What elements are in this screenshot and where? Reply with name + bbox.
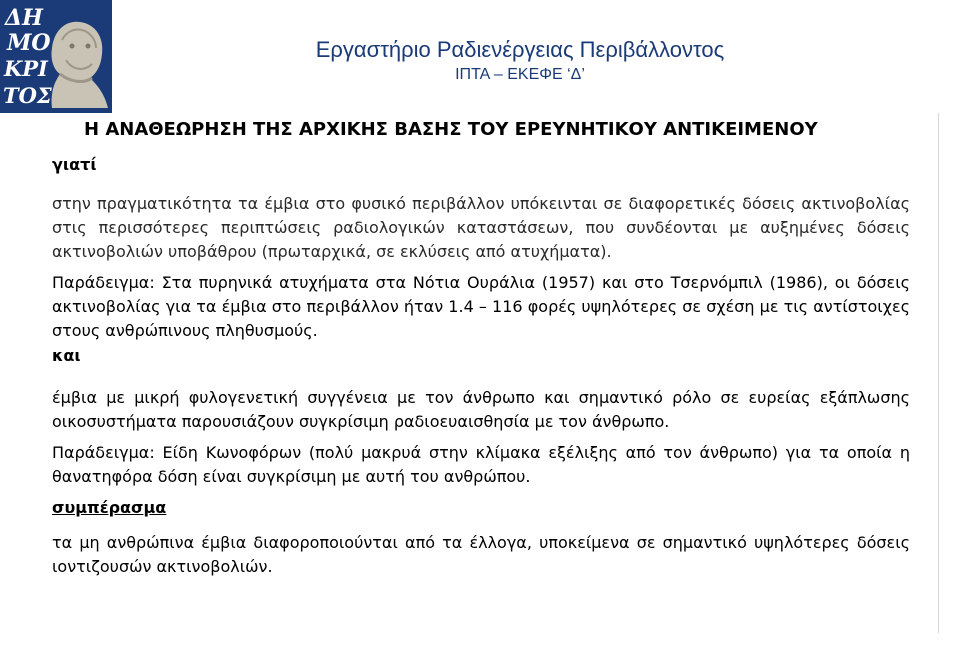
paragraph-radiosensitivity: έμβια με μικρή φυλογενετική συγγένεια με τον άνθρωπο και σημαντικό ρόλο σε ευρείας εξάπλωσης οικοσυστήματα παρουσιάζουν συγκρίσιμη ραδιοευαισθησία με τον άνθρωπο. [52,388,910,431]
right-divider [938,113,939,633]
slide-header [120,36,920,86]
logo-letters-3: ΚΡΙ [4,56,48,81]
demokritos-logo [0,0,112,113]
logo-letters-1: ΔΗ [5,5,43,31]
logo-letters-4: ΤΟΣ [3,83,52,108]
paragraph-conclusion: τα μη ανθρώπινα έμβια διαφοροποιούνται από τα έλλογα, υποκείμενα σε σημαντικό υψηλότερες δόσεις ιοντιζουσών ακτινοβολιών. [52,533,910,576]
lab-subtitle: ΙΠΤΑ – ΕΚΕΦΕ ‘Δ’ [455,66,585,83]
logo-letters-2: ΜΟ [7,30,51,56]
lab-title: Εργαστήριο Ραδιενέργειας Περιβάλλοντος [315,37,725,62]
and-label: και [52,346,81,365]
conclusion-label: συμπέρασμα [52,498,167,517]
paragraph-accident-example: Παράδειγμα: Στα πυρηνικά ατυχήματα στα Νότια Ουράλια (1957) και στο Τσερνόμπιλ (1986), οι δόσεις ακτινοβολίας για τα έμβια στο περιβάλλον ήταν 1.4 – 116 φορές υψηλότερες σε σχέση με τις αντίστοιχες στους ανθρώπινους πληθυσμούς. [52,273,910,340]
why-label: γιατί [52,155,97,174]
slide-heading: Η ΑΝΑΘΕΩΡΗΣΗ ΤΗΣ ΑΡΧΙΚΗΣ ΒΑΣΗΣ ΤΟΥ ΕΡΕΥΝΗΤΙΚΟΥ ΑΝΤΙΚΕΙΜΕΝΟΥ [84,119,818,140]
paragraph-doses-context: στην πραγματικότητα τα έμβια στο φυσικό περιβάλλον υπόκεινται σε διαφορετικές δόσεις ακτινοβολίας στις περισσότερες περιπτώσεις ραδιολογικών καταστάσεων, που συνδέονται με αυξημένες δόσεις ακτινοβολιών υποβάθρου (πρωταρχικά, σε εκλύσεις από ατυχήματα). [52,194,910,261]
paragraph-conifer-example: Παράδειγμα: Είδη Κωνοφόρων (πολύ μακρυά στην κλίμακα εξέλιξης από τον άνθρωπο) για τα οποία η θανατηφόρα δόση είναι συγκρίσιμη με αυτή του ανθρώπου. [52,443,910,486]
